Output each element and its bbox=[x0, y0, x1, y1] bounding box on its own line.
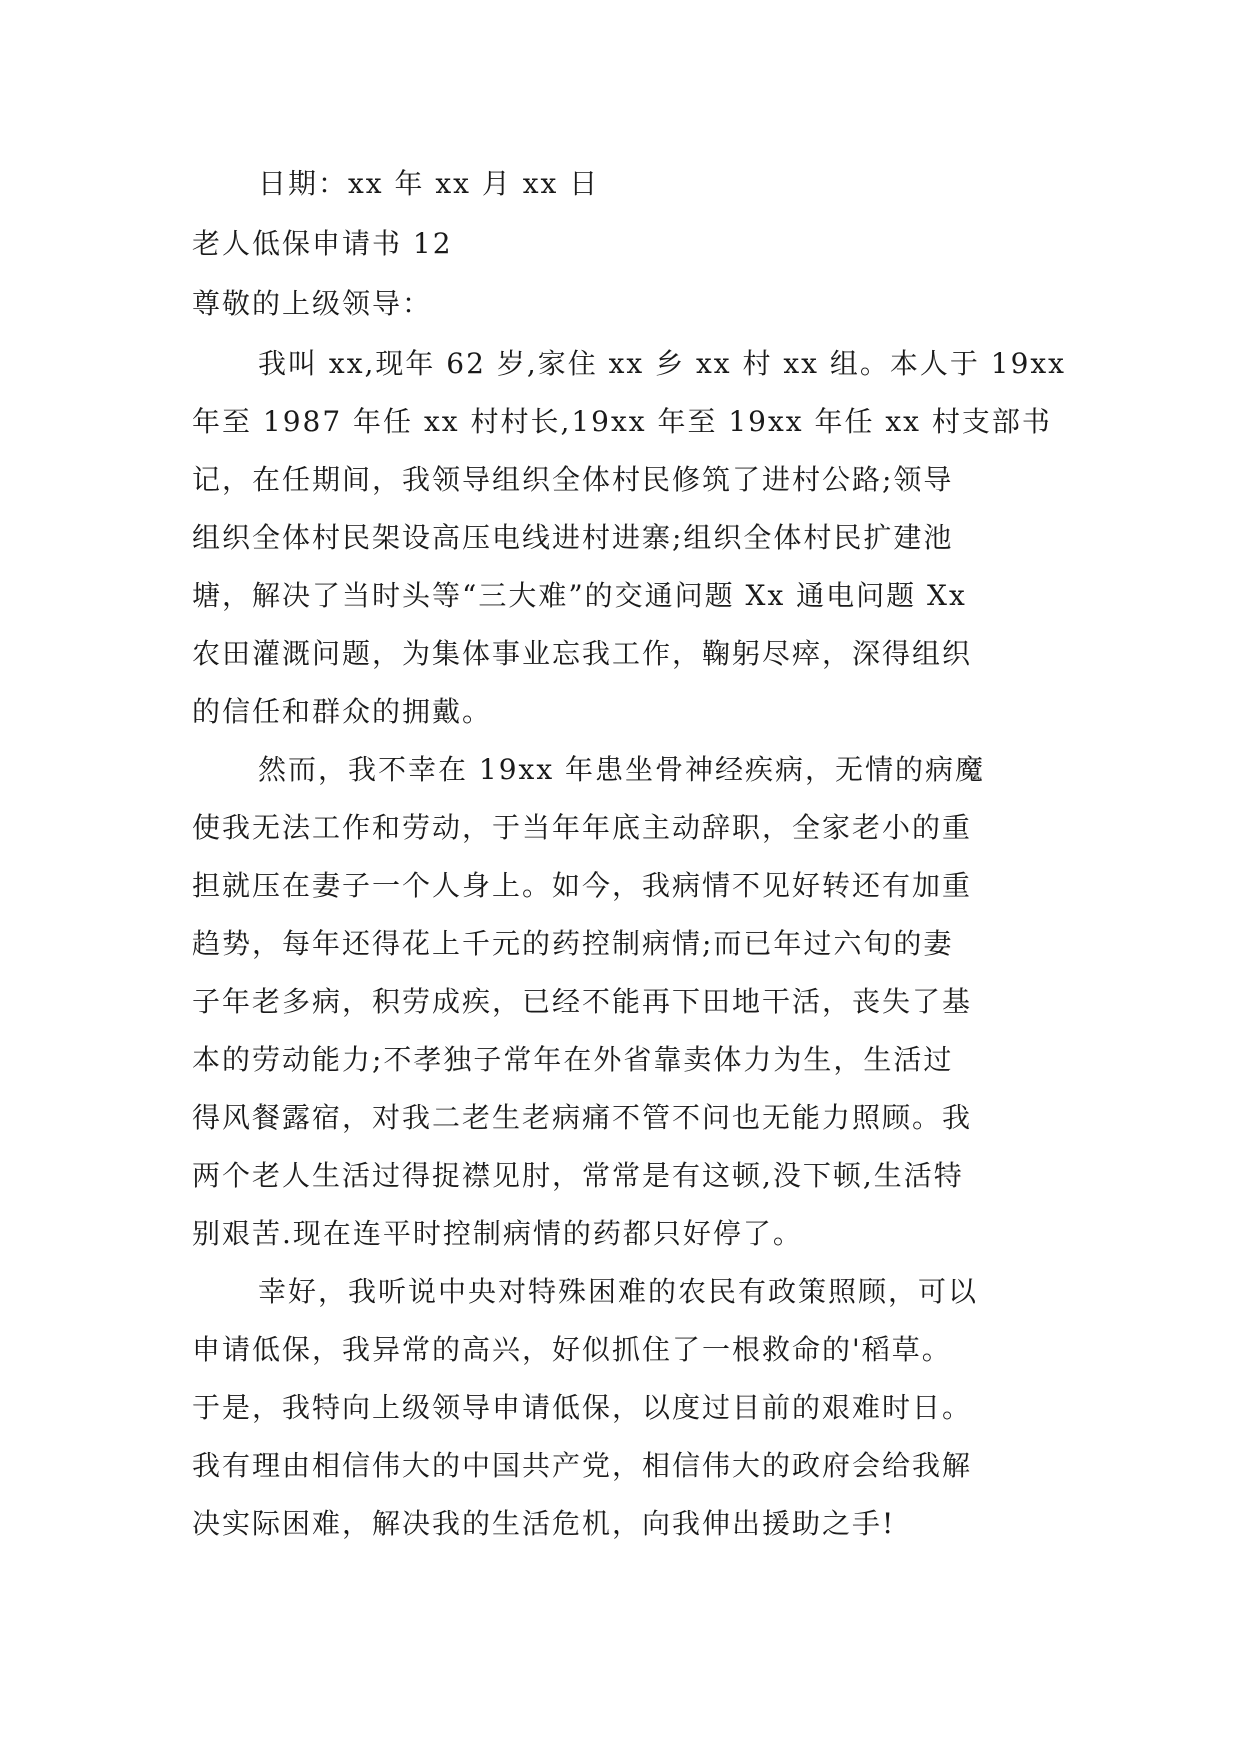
paragraph-2-line-5: 子年老多病，积劳成疾，已经不能再下田地干活，丧失了基 bbox=[192, 985, 973, 1018]
salutation: 尊敬的上级领导： bbox=[192, 287, 433, 320]
paragraph-1-line-6: 农田灌溉问题，为集体事业忘我工作，鞠躬尽瘁，深得组织 bbox=[192, 637, 973, 670]
paragraph-1-line-4: 组织全体村民架设高压电线进村进寨;组织全体村民扩建池 bbox=[192, 521, 954, 554]
paragraph-2-line-6: 本的劳动能力;不孝独子常年在外省靠卖体力为生，生活过 bbox=[192, 1043, 954, 1076]
paragraph-2-line-8: 两个老人生活过得捉襟见肘，常常是有这顿,没下顿,生活特 bbox=[192, 1159, 964, 1192]
paragraph-2-line-2: 使我无法工作和劳动，于当年年底主动辞职，全家老小的重 bbox=[192, 811, 973, 844]
paragraph-1-line-5: 塘，解决了当时头等“三大难”的交通问题 Xx 通电问题 Xx bbox=[192, 579, 967, 612]
paragraph-2-line-9: 别艰苦.现在连平时控制病情的药都只好停了。 bbox=[192, 1217, 803, 1250]
date-line: 日期：xx 年 xx 月 xx 日 bbox=[258, 167, 600, 200]
paragraph-3-line-4: 我有理由相信伟大的中国共产党，相信伟大的政府会给我解 bbox=[192, 1449, 973, 1482]
paragraph-2-line-3: 担就压在妻子一个人身上。如今，我病情不见好转还有加重 bbox=[192, 869, 973, 902]
paragraph-2-line-7: 得风餐露宿，对我二老生老病痛不管不问也无能力照顾。我 bbox=[192, 1101, 973, 1134]
paragraph-3-line-2: 申请低保，我异常的高兴，好似抓住了一根救命的'稻草。 bbox=[192, 1333, 952, 1366]
paragraph-3-line-5: 决实际困难，解决我的生活危机，向我伸出援助之手! bbox=[192, 1507, 896, 1540]
paragraph-3-line-3: 于是，我特向上级领导申请低保，以度过目前的艰难时日。 bbox=[192, 1391, 973, 1424]
paragraph-1-line-2: 年至 1987 年任 xx 村村长,19xx 年至 19xx 年任 xx 村支部书 bbox=[192, 405, 1052, 438]
paragraph-3-line-1: 幸好，我听说中央对特殊困难的农民有政策照顾，可以 bbox=[258, 1275, 979, 1308]
document-title: 老人低保申请书 12 bbox=[192, 227, 453, 260]
paragraph-1-line-1: 我叫 xx,现年 62 岁,家住 xx 乡 xx 村 xx 组。本人于 19xx bbox=[258, 347, 1066, 380]
paragraph-1-line-3: 记，在任期间，我领导组织全体村民修筑了进村公路;领导 bbox=[192, 463, 954, 496]
paragraph-2-line-1: 然而，我不幸在 19xx 年患坐骨神经疾病，无情的病魔 bbox=[258, 753, 986, 786]
paragraph-2-line-4: 趋势，每年还得花上千元的药控制病情;而已年过六旬的妻 bbox=[192, 927, 954, 960]
paragraph-1-line-7: 的信任和群众的拥戴。 bbox=[192, 695, 493, 728]
